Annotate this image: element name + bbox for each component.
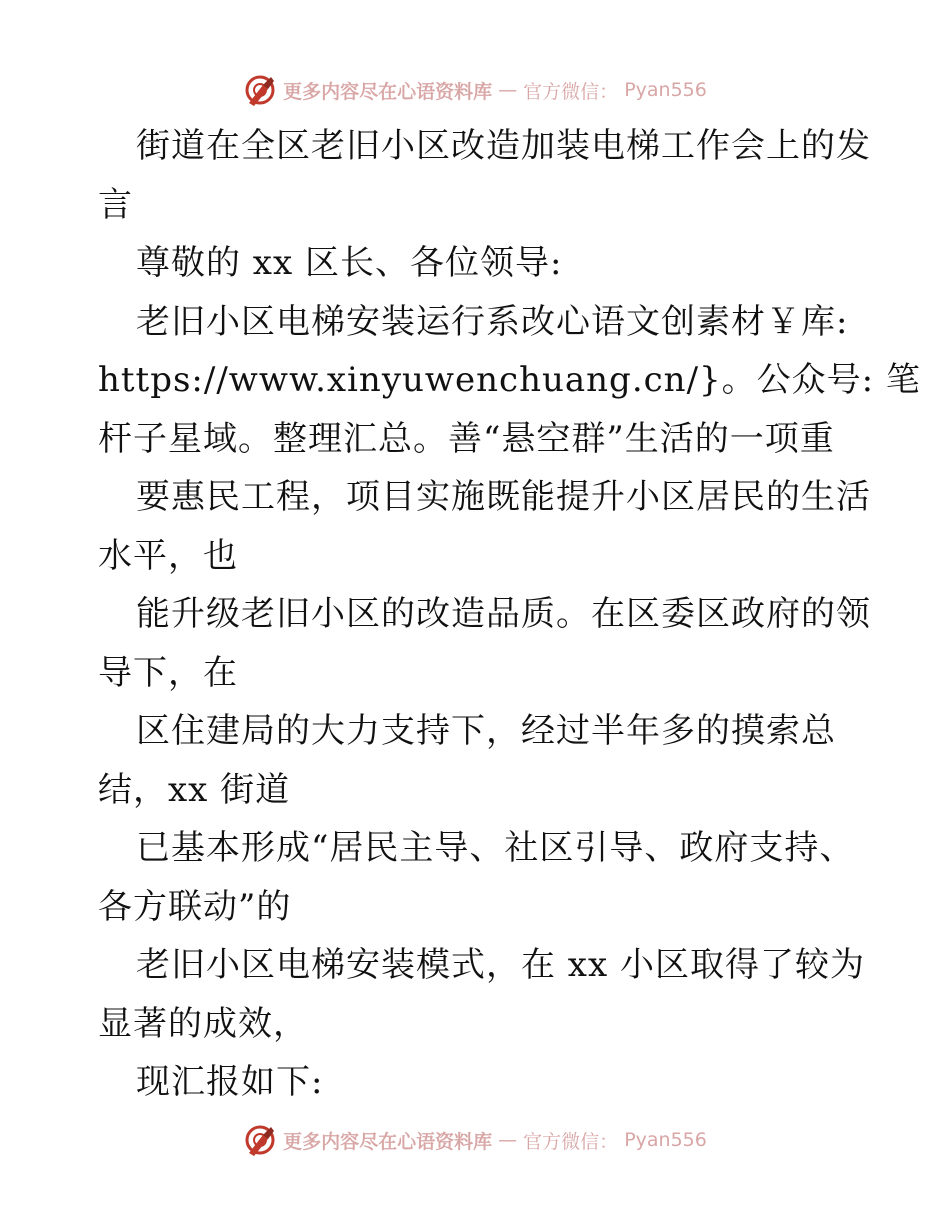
header-dash: — [498, 79, 518, 101]
header-wechat-label: 官方微信： [523, 80, 619, 103]
header-slogan: 更多内容尽在心语资料库 [283, 80, 493, 103]
text-line: 老旧小区电梯安装模式，在 xx 小区取得了较为 [136, 945, 865, 985]
text-line: https://www.xinyuwenchuang.cn/}。公众号: 笔 [98, 360, 921, 400]
text-line: 区住建局的大力支持下，经过半年多的摸索总 [136, 711, 836, 751]
text-line: 现汇报如下: [136, 1062, 324, 1102]
text-line: 街道在全区老旧小区改造加装电梯工作会上的发 [136, 126, 871, 166]
text-line: 杆子星域。整理汇总。善“悬空群”生活的一项重 [98, 418, 835, 459]
text-line: 水平，也 [98, 535, 238, 576]
pen-logo-icon [243, 73, 277, 107]
header-watermark [0, 72, 950, 108]
footer-wechat-id: Pyan556 [624, 1129, 707, 1151]
text-line: 要惠民工程，项目实施既能提升小区居民的生活 [136, 477, 871, 517]
text-line: 结，xx 街道 [98, 769, 291, 810]
text-line: 已基本形成“居民主导、社区引导、政府支持、 [136, 828, 855, 868]
pen-logo-icon [243, 1123, 277, 1157]
text-line: 尊敬的 xx 区长、各位领导: [136, 243, 563, 283]
text-line: 显著的成效， [98, 1003, 308, 1044]
text-line: 能升级老旧小区的改造品质。在区委区政府的领 [136, 594, 871, 634]
text-line: 导下，在 [98, 652, 238, 693]
document-body [98, 117, 921, 1112]
header-wechat-id: Pyan556 [624, 79, 707, 101]
footer-slogan: 更多内容尽在心语资料库 [283, 1130, 493, 1153]
text-line: 各方联动”的 [98, 886, 292, 927]
footer-watermark [0, 1122, 950, 1158]
footer-dash: — [498, 1129, 518, 1151]
text-line: 老旧小区电梯安装运行系改心语文创素材￥库: [136, 301, 849, 342]
footer-wechat-label: 官方微信： [523, 1130, 619, 1153]
text-line: 言 [98, 184, 133, 225]
